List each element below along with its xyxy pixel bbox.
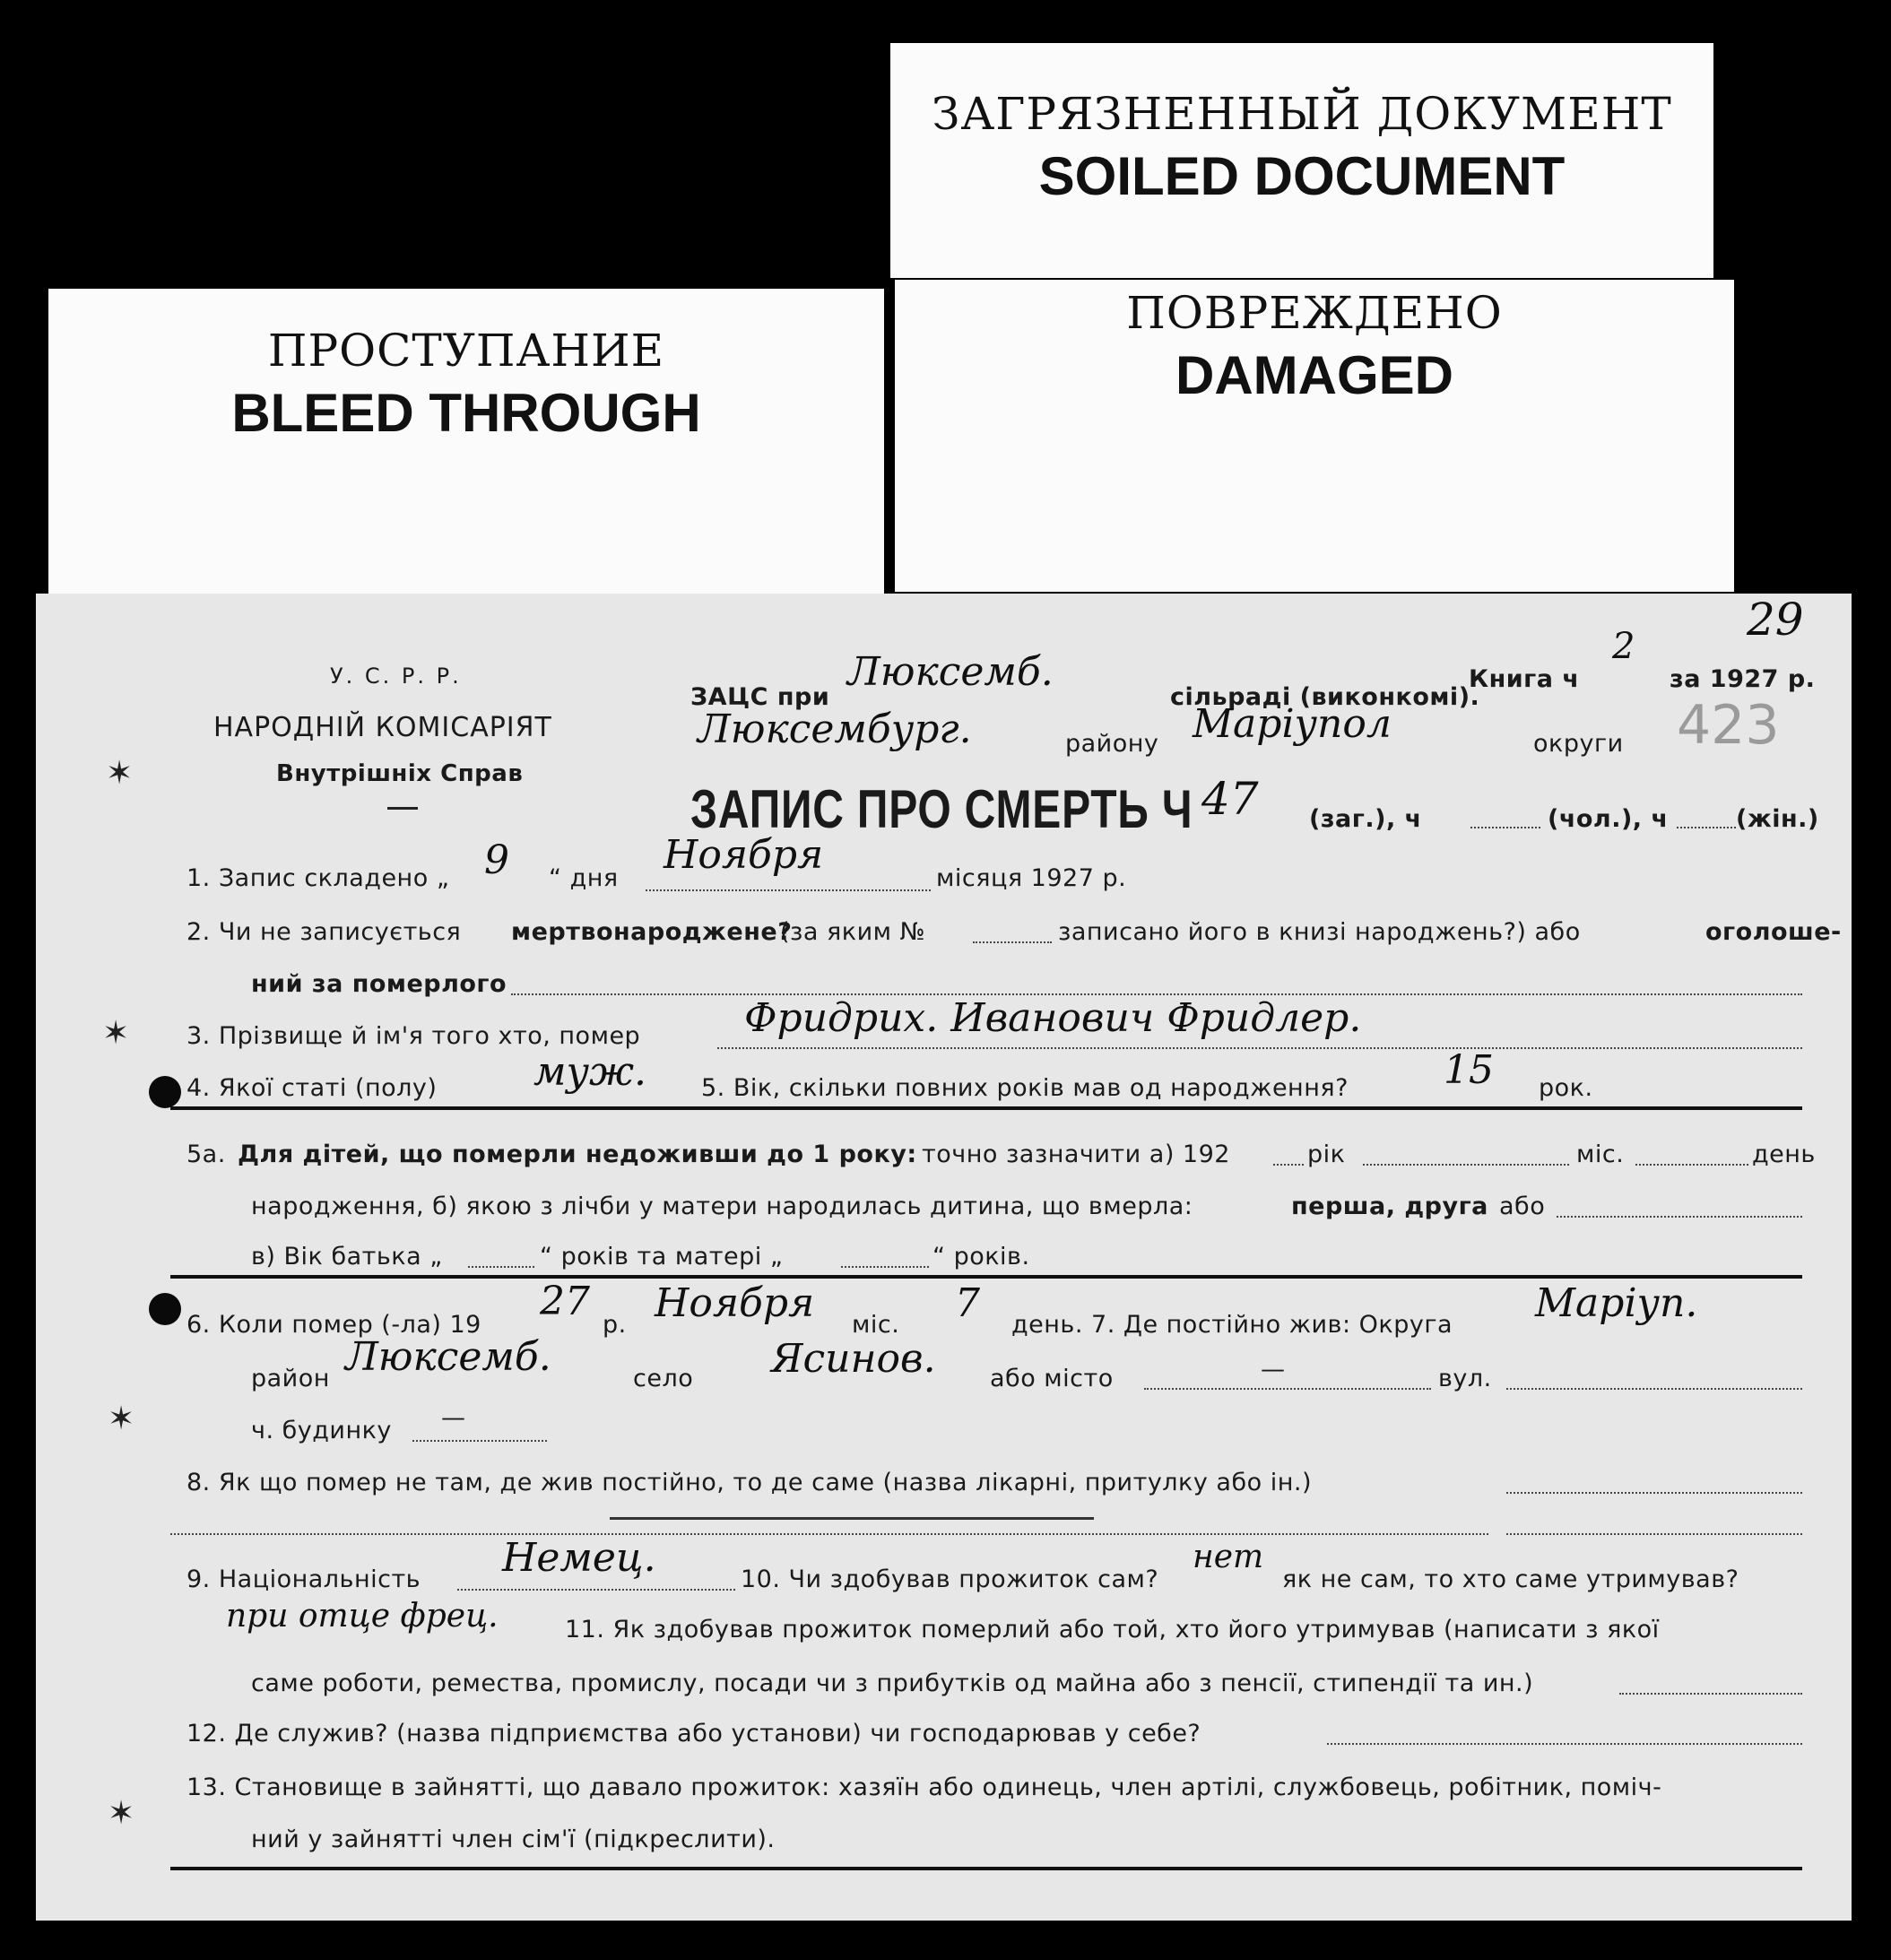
divider bbox=[387, 807, 418, 810]
hw-record-day: 9 bbox=[484, 837, 509, 883]
field-5c-years: “ років. bbox=[932, 1243, 1030, 1271]
field-7-raion: район bbox=[251, 1365, 330, 1392]
bleed-label-ru: ПРОСТУПАНИЕ bbox=[267, 325, 665, 377]
field-5a-year: рік bbox=[1307, 1140, 1346, 1168]
field-2-label: 2. Чи не записується bbox=[186, 918, 462, 946]
field-7-street: вул. bbox=[1438, 1365, 1492, 1392]
field-5a-infants: Для дітей, що померли недоживши до 1 року: bbox=[238, 1140, 917, 1168]
hw-sex: муж. bbox=[533, 1049, 647, 1095]
field-5c-mother: “ років та матері „ bbox=[540, 1243, 784, 1271]
field-10-label: 10. Чи здобував прожиток сам? bbox=[741, 1565, 1159, 1593]
field-5c-father: в) Вік батька „ bbox=[251, 1243, 443, 1271]
field-7-village: село bbox=[633, 1365, 694, 1392]
section-rule bbox=[170, 1867, 1802, 1870]
field-1-month: місяця 1927 р. bbox=[936, 864, 1127, 892]
hw-no-house: — bbox=[441, 1404, 466, 1432]
field-5-unit: рок. bbox=[1539, 1074, 1593, 1102]
pencil-number: 423 bbox=[1677, 694, 1780, 757]
margin-mark: ✶ bbox=[108, 1401, 135, 1437]
field-5b-or: або bbox=[1499, 1192, 1546, 1220]
damaged-label-ru: ПОВРЕЖДЕНО bbox=[1126, 287, 1503, 339]
hw-folio-number: 29 bbox=[1747, 594, 1804, 646]
hw-residence-village: Ясинов. bbox=[771, 1336, 936, 1382]
section-rule bbox=[170, 1106, 1802, 1110]
section-rule bbox=[170, 1275, 1802, 1279]
year-label: за 1927 р. bbox=[1670, 665, 1816, 693]
field-2-stillborn: мертвонароджене? bbox=[511, 918, 793, 946]
hw-raion-name: Люксембург. bbox=[698, 707, 972, 752]
field-4-label: 4. Якої статі (полу) bbox=[186, 1074, 438, 1102]
margin-mark: ✶ bbox=[106, 755, 134, 792]
ussr-header: У. С. Р. Р. bbox=[330, 663, 462, 689]
field-5-label: 5. Вік, скільки повних років мав од народження? bbox=[701, 1074, 1349, 1102]
field-7-city: або місто bbox=[990, 1365, 1114, 1392]
bleed-through-label bbox=[48, 289, 884, 594]
hw-death-month: Ноября bbox=[655, 1280, 815, 1326]
field-1-label: 1. Запис складено „ bbox=[186, 864, 450, 892]
zags-label: ЗАЦС при bbox=[690, 683, 830, 711]
hw-book-number: 2 bbox=[1612, 626, 1635, 667]
margin-mark: ✶ bbox=[108, 1795, 135, 1832]
field-2-which: (за яким № bbox=[780, 918, 926, 946]
field-5b-order: перша, друга bbox=[1291, 1192, 1488, 1220]
soiled-label-en: SOILED DOCUMENT bbox=[1038, 146, 1566, 206]
field-11-label: 11. Як здобував прожиток померлий або той, хто його утримував (написати з якої bbox=[565, 1616, 1660, 1643]
damaged-label bbox=[895, 280, 1734, 592]
hw-village: Люксемб. bbox=[847, 649, 1054, 695]
hw-residence-raion: Люксемб. bbox=[345, 1334, 551, 1380]
soiled-document-label bbox=[890, 43, 1713, 278]
field-6-month: міс. bbox=[852, 1311, 900, 1339]
field-13-detail: ний у зайнятті член сім'ї (підкреслити). bbox=[251, 1826, 776, 1853]
field-6-day: день. 7. Де постійно жив: Округа bbox=[1011, 1311, 1453, 1339]
field-1-day: “ дня bbox=[549, 864, 619, 892]
field-5a-number: 5а. bbox=[186, 1140, 226, 1168]
field-9-label: 9. Національність bbox=[186, 1565, 421, 1593]
damaged-label-en: DAMAGED bbox=[1175, 345, 1453, 405]
total-label: (заг.), ч bbox=[1309, 805, 1422, 833]
field-5b-label: народження, б) якою з лічби у матери народилась дитина, що вмерла: bbox=[251, 1192, 1193, 1220]
book-label: Книга ч bbox=[1469, 665, 1580, 693]
field-6-label: 6. Коли помер (-ла) 19 bbox=[186, 1311, 481, 1339]
field-6-year-suffix: р. bbox=[603, 1311, 627, 1339]
field-12-label: 12. Де служив? (назва підприємства або установи) чи господарював у себе? bbox=[186, 1720, 1201, 1748]
field-5a-day: день bbox=[1752, 1140, 1816, 1168]
bleed-label-en: BLEED THROUGH bbox=[231, 383, 701, 443]
field-5a-exact: точно зазначити а) 192 bbox=[922, 1140, 1230, 1168]
field-10-supporter: як не сам, то хто саме утримував? bbox=[1282, 1565, 1739, 1593]
okrug-label: округи bbox=[1533, 730, 1624, 758]
field-2-deceased: ний за померлого bbox=[251, 970, 507, 998]
field-8-label: 8. Як що помер не там, де жив постійно, то де саме (назва лікарні, притулку або ін.) bbox=[186, 1469, 1312, 1496]
hw-age: 15 bbox=[1444, 1047, 1494, 1093]
ministry-header: Внутрішніх Справ bbox=[276, 760, 524, 787]
hw-record-month: Ноября bbox=[664, 832, 824, 878]
hw-no-city: — bbox=[1261, 1356, 1286, 1383]
hw-death-day: 7 bbox=[955, 1280, 980, 1326]
soiled-label-ru: ЗАГРЯЗНЕННЫЙ ДОКУМЕНТ bbox=[932, 88, 1672, 140]
hw-self-support: нет bbox=[1193, 1539, 1264, 1575]
field-13-label: 13. Становище в зайнятті, що давало прожиток: хазяїн або одинець, член артілі, службовець, робітник, поміч- bbox=[186, 1774, 1662, 1801]
field-5a-month: міс. bbox=[1576, 1140, 1625, 1168]
punch-hole bbox=[149, 1076, 181, 1108]
hw-full-name: Фридрих. Иванович Фридлер. bbox=[744, 995, 1362, 1041]
male-label: (чол.), ч bbox=[1548, 805, 1669, 833]
field-11-detail: саме роботи, ремества, промислу, посади чи з прибутків од майна або з пенсії, стипендії та ин.) bbox=[251, 1669, 1534, 1697]
field-2-declared: оголоше- bbox=[1705, 918, 1842, 946]
record-title: ЗАПИС ПРО СМЕРТЬ Ч bbox=[690, 779, 1193, 839]
death-record-form bbox=[36, 594, 1852, 1921]
field-7-house: ч. будинку bbox=[251, 1417, 392, 1444]
field-2-registered: записано його в книзі народжень?) або bbox=[1058, 918, 1581, 946]
raion-label: району bbox=[1065, 730, 1159, 758]
female-label: (жін.) bbox=[1736, 805, 1819, 833]
hw-death-year: 27 bbox=[540, 1279, 590, 1324]
selradi-label: сільраді (виконкомі). bbox=[1170, 683, 1480, 711]
margin-mark: ✶ bbox=[102, 1015, 130, 1052]
hw-okrug-name: Маріупол bbox=[1193, 701, 1392, 747]
commissariat-header: НАРОДНІЙ КОМІСАРІЯТ bbox=[213, 712, 552, 743]
hw-residence-okrug: Маріуп. bbox=[1535, 1280, 1698, 1326]
hw-nationality: Немец. bbox=[502, 1535, 656, 1581]
strike-line bbox=[610, 1517, 1094, 1520]
hw-supported-by: при отце фрец. bbox=[226, 1598, 499, 1635]
punch-hole bbox=[149, 1293, 181, 1325]
hw-record-number: 47 bbox=[1201, 773, 1259, 825]
field-3-label: 3. Прізвище й ім'я того хто, помер bbox=[186, 1022, 641, 1050]
